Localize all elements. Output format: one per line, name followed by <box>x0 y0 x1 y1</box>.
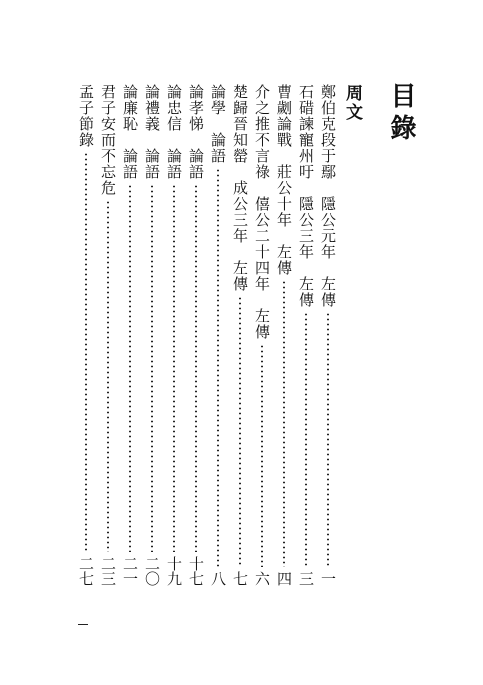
toc-entry-page: 三 <box>297 571 315 586</box>
toc-entry[interactable] <box>320 84 337 586</box>
toc-entry-page: 六 <box>253 571 271 586</box>
section-heading: 周文 <box>342 84 362 122</box>
toc-entry[interactable] <box>232 84 249 586</box>
leader-dots <box>151 184 153 552</box>
toc-entry-page: 十七 <box>187 556 205 586</box>
toc-entry[interactable] <box>188 84 205 586</box>
leader-dots <box>261 344 263 567</box>
leader-dots <box>327 312 329 567</box>
page-title: 目錄 <box>386 82 416 146</box>
toc-entry-title: 論忠信 論語 <box>165 84 183 180</box>
leader-dots <box>107 200 109 552</box>
toc-entry-page: 八 <box>209 571 227 586</box>
leader-dots <box>217 168 219 567</box>
toc-entry-title: 曹劌論戰 莊公十年 左傳 <box>275 84 293 276</box>
page-footer-mark <box>78 624 88 625</box>
toc-entry[interactable] <box>276 84 293 586</box>
toc-entry-title: 石碏諫寵州吁 隱公三年 左傳 <box>297 84 315 308</box>
toc-entry-page: 二一 <box>121 556 139 586</box>
leader-dots <box>129 184 131 552</box>
toc-entry-title: 論廉恥 論語 <box>121 84 139 180</box>
toc-entry-title: 論禮義 論語 <box>143 84 161 180</box>
toc-entry-page: 二三 <box>99 556 117 586</box>
toc-entry-title: 論學 論語 <box>209 84 227 164</box>
toc-entry[interactable] <box>298 84 315 586</box>
toc-entry-title: 介之推不言祿 僖公二十四年 左傳 <box>253 84 271 340</box>
toc-entry-page: 十九 <box>165 556 183 586</box>
toc-entry[interactable] <box>100 84 117 586</box>
toc-entry[interactable] <box>210 84 227 586</box>
toc-entry-page: 二〇 <box>143 556 161 586</box>
toc-entry-title: 楚歸晉知罃 成公三年 左傳 <box>231 84 249 292</box>
toc-entry[interactable] <box>144 84 161 586</box>
toc-entry-page: 一 <box>319 571 337 586</box>
toc-entry-title: 君子安而不忘危 <box>99 84 117 196</box>
toc-entry-title: 孟子節錄 <box>77 84 95 148</box>
toc-entry-page: 七 <box>231 571 249 586</box>
leader-dots <box>173 184 175 552</box>
toc-entry-page: 二七 <box>77 556 95 586</box>
toc-entry[interactable] <box>254 84 271 586</box>
toc-entry[interactable] <box>166 84 183 586</box>
leader-dots <box>283 280 285 567</box>
toc-entry[interactable] <box>122 84 139 586</box>
leader-dots <box>195 184 197 552</box>
leader-dots <box>85 152 87 552</box>
toc-entry-page: 四 <box>275 571 293 586</box>
leader-dots <box>305 312 307 567</box>
toc-entry-title: 鄭伯克段于鄢 隱公元年 左傳 <box>319 84 337 308</box>
leader-dots <box>239 296 241 567</box>
toc-entry[interactable] <box>78 84 95 586</box>
toc-entry-title: 論孝悌 論語 <box>187 84 205 180</box>
